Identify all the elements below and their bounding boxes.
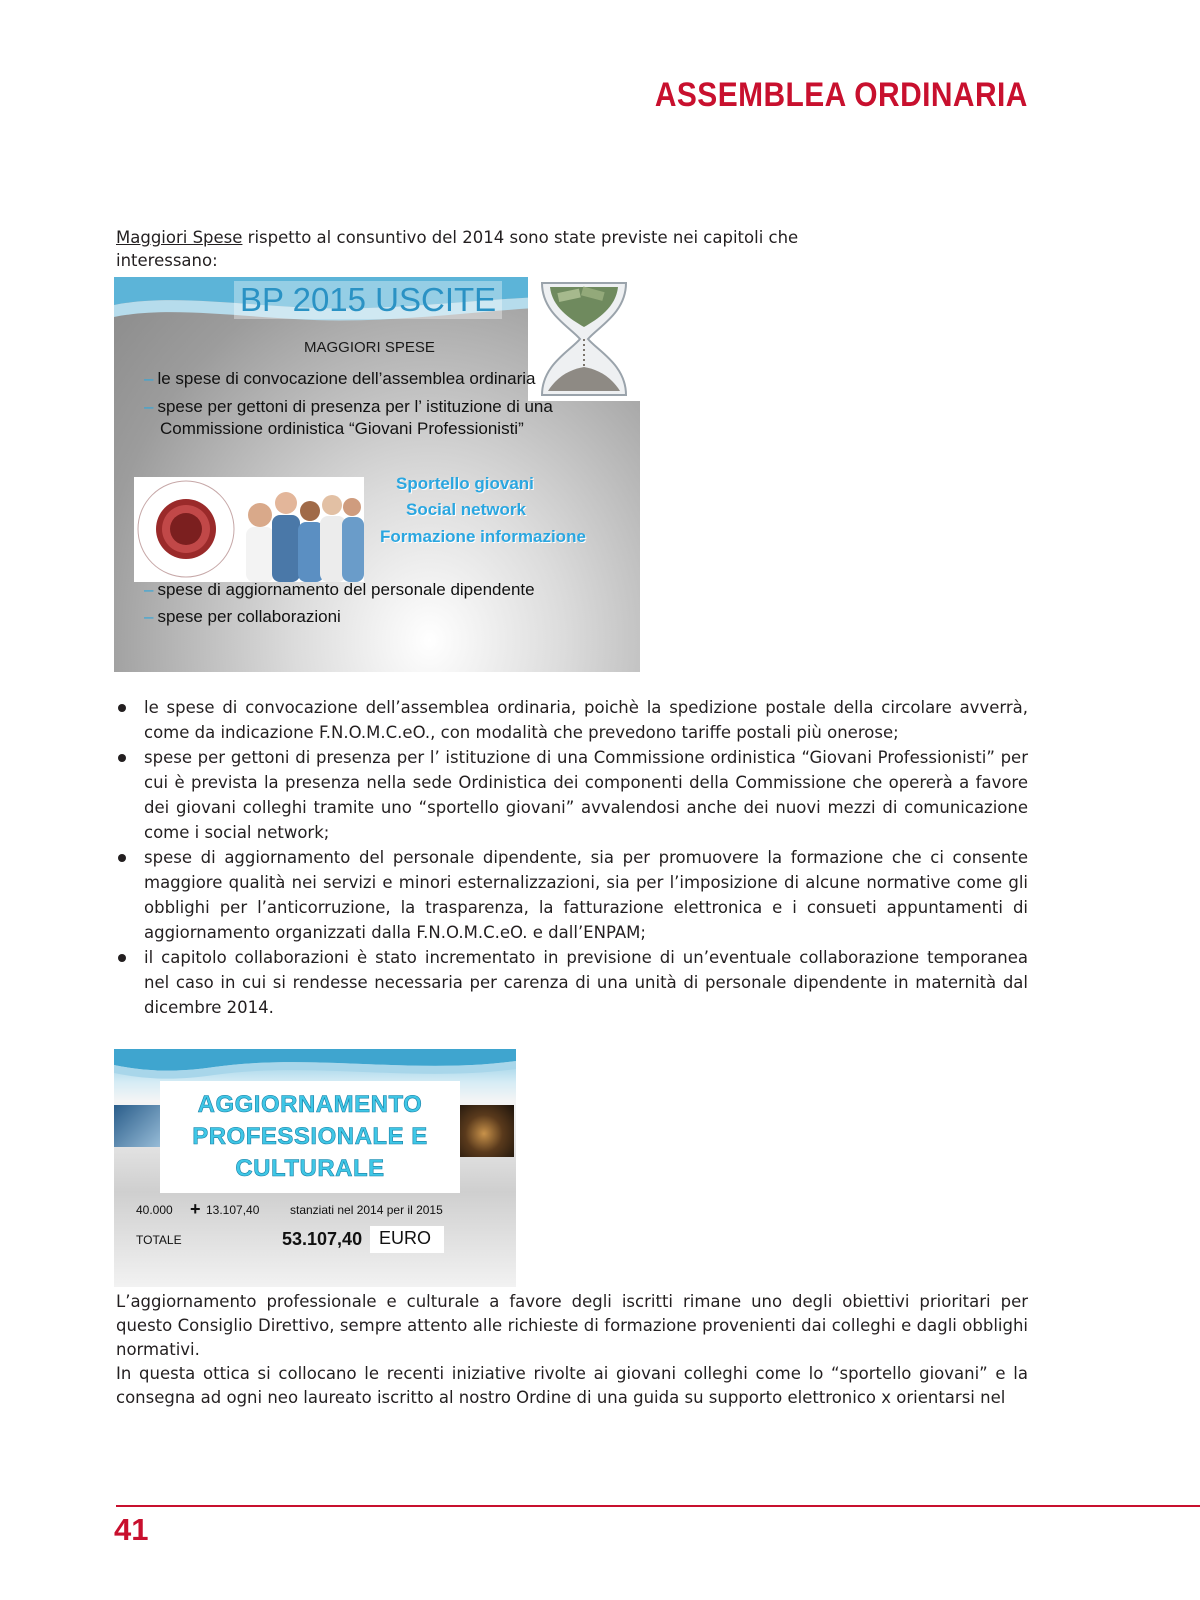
body-paragraph [116, 1290, 1028, 1410]
page-number: 41 [114, 1512, 149, 1547]
amount-2014: 40.000 [136, 1203, 173, 1217]
anatomy-lesson-painting [454, 1105, 514, 1157]
slide-subtitle: MAGGIORI SPESE [304, 339, 435, 356]
historic-portraits-image [114, 1105, 166, 1147]
paragraph-aggiornamento: L’aggiornamento professionale e culturale a favore degli iscritti rimane uno degli obiettivi prioritari per questo Consiglio Direttivo, sempre attento alle richieste di formazione provenienti dai colleghi e dagli obblighi normativi. [116, 1292, 1028, 1359]
amount-note: stanziati nel 2014 per il 2015 [290, 1203, 443, 1217]
intro-underlined: Maggiori Spese [116, 228, 243, 247]
paragraph-iniziative: In questa ottica si collocano le recenti iniziative rivolte ai giovani colleghi come lo “sportello giovani” e la consegna ad ogni neo laureato iscritto al nostro Ordine di una guida su supporto elettronico x orientarsi nel [116, 1364, 1028, 1407]
slide-logo-panel [134, 477, 364, 582]
bullet-dot-icon [118, 704, 126, 712]
slide2-title-line3: CULTURALE [235, 1155, 385, 1182]
slide-formazione-informazione: Formazione informazione [380, 527, 586, 546]
amount-added: 13.107,40 [206, 1203, 260, 1217]
slide-line-aggiornamento: – spese di aggiornamento del personale dipendente [144, 580, 535, 599]
list-item: spese per gettoni di presenza per l’ istituzione di una Commissione ordinistica “Giovani Professionisti” per cui è prevista la presenza nella sede Ordinistica dei componenti della Commissione che opererà a favore dei giovani colleghi tramite uno “sportello giovani” avvalendosi anche dei nuovi mezzi di comunicazione come i social network; [118, 745, 1028, 845]
bullet-list [118, 695, 1028, 1020]
intro-rest: rispetto al consuntivo del 2014 sono state previste nei capitoli che interessano: [116, 228, 799, 270]
slide-social-network: Social network [406, 500, 526, 519]
currency-label: EURO [379, 1228, 432, 1248]
list-item: le spese di convocazione dell’assemblea ordinaria, poichè la spedizione postale della circolare avverrà, come da indicazione F.N.O.M.C.eO., con modalità che prevedono tariffe postali più onerose; [118, 695, 1028, 745]
bullet-dot-icon [118, 954, 126, 962]
slide-line-collaborazioni: – spese per collaborazioni [144, 607, 341, 626]
total-value: 53.107,40 [282, 1229, 363, 1249]
slide-line-convocazione: – le spese di convocazione dell’assemblea ordinaria [144, 369, 536, 388]
slide-sportello-giovani: Sportello giovani [396, 474, 534, 493]
footer-divider [116, 1505, 1200, 1507]
slide2-title-line2: PROFESSIONALE E [192, 1123, 428, 1150]
slide2-title-line1: AGGIORNAMENTO [197, 1091, 423, 1118]
intro-text [116, 226, 816, 272]
bullet-dot-icon [118, 854, 126, 862]
slide2-title-box [160, 1081, 460, 1193]
bullet-dot-icon [118, 754, 126, 762]
plus-sign: + [190, 1199, 201, 1219]
young-doctors-photo [238, 477, 364, 582]
list-item: spese di aggiornamento del personale dipendente, sia per promuovere la formazione che ci consente maggiore qualità nei servizi e minori esternalizzazioni, sia per l’imposizione di alcune normative come gli obblighi per l’anticorruzione, la trasparenza, la fatturazione elettronica e i consueti appuntamenti di aggiornamento organizzati dalla F.N.O.M.C.eO. e dall’ENPAM; [118, 845, 1028, 945]
hourglass-money-icon [528, 277, 640, 401]
slide-title: BP 2015 USCITE [234, 281, 502, 319]
slide-line-gettoni: – spese per gettoni di presenza per l’ istituzione di una [144, 397, 553, 416]
slide-aggiornamento-professionale [114, 1049, 516, 1287]
total-label: TOTALE [136, 1233, 182, 1247]
list-item: il capitolo collaborazioni è stato incrementato in previsione di un’eventuale collaborazione temporanea nel caso in cui si rendesse necessaria per carenza di una unità di personale dipendente in maternità dal dicembre 2014. [118, 945, 1028, 1020]
page-title: ASSEMBLEA ORDINARIA [655, 76, 1028, 114]
slide-bp2015-uscite [114, 277, 640, 672]
slide-line-commissione: Commissione ordinistica “Giovani Professionisti” [160, 419, 524, 438]
